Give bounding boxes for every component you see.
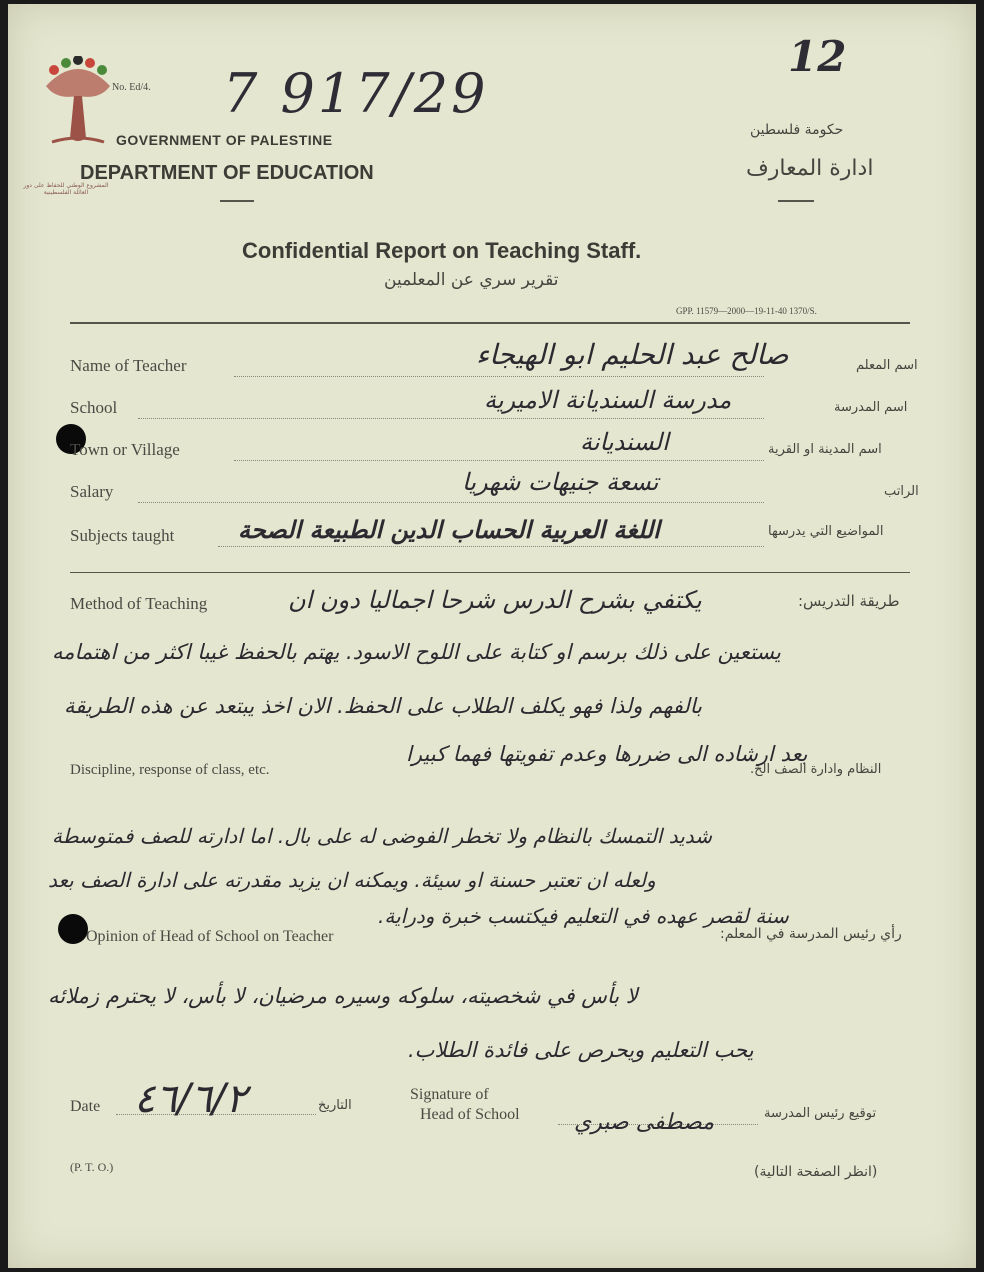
handwritten-page-number: 12 <box>788 32 847 81</box>
divider <box>220 200 254 202</box>
department-heading-en: DEPARTMENT OF EDUCATION <box>80 162 374 184</box>
method-line-2: يستعين على ذلك برسم او كتابة على اللوح الاسود. يهتم بالحفظ غيبا اكثر من اهتمامه <box>52 640 781 664</box>
school-value: مدرسة السنديانة الاميرية <box>484 386 732 414</box>
punch-hole <box>58 914 88 944</box>
name-line <box>234 376 764 377</box>
method-line-1: يكتفي بشرح الدرس شرحا اجماليا دون ان <box>288 586 702 614</box>
subjects-value: اللغة العربية الحساب الدين الطبيعة الصحة <box>238 516 660 544</box>
section-rule <box>70 572 910 573</box>
opinion-line-1: لا بأس في شخصيته، سلوكه وسيره مرضيان، لا بأس، لا يحترم زملائه <box>48 984 638 1008</box>
school-label-ar: اسم المدرسة <box>834 400 908 415</box>
logo-caption: المشروع الوطني للحفاظ على دور العائلة الفلسطينية <box>23 182 109 196</box>
government-heading-en: GOVERNMENT OF PALESTINE <box>116 132 333 148</box>
salary-label-ar: الراتب <box>884 484 919 499</box>
report-form-page <box>8 4 976 1268</box>
discipline-label-en: Discipline, response of class, etc. <box>70 762 270 778</box>
pto-ar: (انظر الصفحة التالية) <box>754 1164 878 1180</box>
town-value: السنديانة <box>580 428 669 456</box>
discipline-line-1: شديد التمسك بالنظام ولا تخطر الفوضى له على بال. اما ادارته للصف فمتوسطة <box>52 824 713 848</box>
date-label-ar: التاريخ <box>318 1098 352 1113</box>
print-code: GPP. 11579—2000—19-11-40 1370/S. <box>676 306 817 316</box>
signature-value: مصطفى صبري <box>574 1110 715 1135</box>
method-label-en: Method of Teaching <box>70 594 208 613</box>
salary-label-en: Salary <box>70 482 114 501</box>
document-title-ar: تقرير سري عن المعلمين <box>384 270 559 290</box>
salary-line <box>138 502 764 503</box>
top-rule <box>70 322 910 324</box>
school-line <box>138 418 764 419</box>
name-label-en: Name of Teacher <box>70 356 187 375</box>
signature-label-ar: توقيع رئيس المدرسة <box>764 1106 877 1121</box>
salary-value: تسعة جنيهات شهريا <box>462 468 659 496</box>
signature-label-en-2: Head of School <box>420 1106 520 1123</box>
date-value: ٤٦/٦/٢ <box>134 1076 247 1122</box>
method-line-3: بالفهم ولذا فهو يكلف الطلاب على الحفظ. الان اخذ يبتعد عن هذه الطريقة <box>64 694 703 718</box>
opinion-line-2: يحب التعليم ويحرص على فائدة الطلاب. <box>408 1038 754 1062</box>
subjects-label-ar: المواضيع التي يدرسها <box>768 524 884 539</box>
form-number: No. Ed/4. <box>112 82 151 93</box>
tree-logo-icon <box>40 56 116 156</box>
subjects-label-en: Subjects taught <box>70 526 175 545</box>
opinion-label-en: Opinion of Head of School on Teacher <box>86 928 334 945</box>
name-label-ar: اسم المعلم <box>856 358 918 373</box>
town-label-ar: اسم المدينة او القرية <box>768 442 882 457</box>
pto-en: (P. T. O.) <box>70 1160 114 1174</box>
opinion-label-ar: رأي رئيس المدرسة في المعلم: <box>720 926 902 942</box>
document-title-en: Confidential Report on Teaching Staff. <box>242 238 642 263</box>
subjects-line <box>218 546 764 547</box>
method-line-4: بعد ارشاده الى ضررها وعدم تفويتها فهما كبيرا <box>406 742 808 766</box>
government-heading-ar: حكومة فلسطين <box>750 122 844 138</box>
handwritten-reference: 7 917/29 <box>223 62 489 125</box>
teacher-name-value: صالح عبد الحليم ابو الهيجاء <box>476 338 789 371</box>
town-label-en: Town or Village <box>70 440 180 459</box>
discipline-label-ar: النظام وادارة الصف الخ. <box>750 762 882 777</box>
discipline-line-3: سنة لقصر عهده في التعليم فيكتسب خبرة ودراية. <box>378 904 789 928</box>
town-line <box>234 460 764 461</box>
school-label-en: School <box>70 398 118 417</box>
discipline-line-2: ولعله ان تعتبر حسنة او سيئة. ويمكنه ان يزيد مقدرته على ادارة الصف بعد <box>48 868 656 892</box>
method-label-ar: طريقة التدريس: <box>798 592 900 610</box>
department-heading-ar: ادارة المعارف <box>746 156 874 181</box>
date-label-en: Date <box>70 1098 101 1115</box>
signature-label-en-1: Signature of <box>410 1086 489 1103</box>
divider <box>778 200 814 202</box>
